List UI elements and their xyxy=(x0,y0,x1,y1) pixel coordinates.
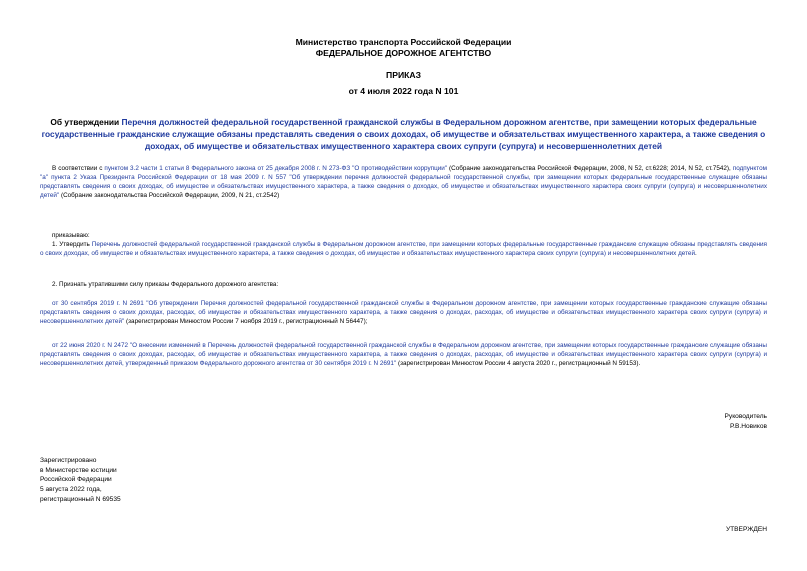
signature-block xyxy=(725,412,767,432)
item-1-end: . xyxy=(695,250,697,257)
decree-557-link[interactable]: подпунктом "а" пункта 2 Указа Президента Российской Федерации от 18 мая 2009 г. N 557 "Об утверждении перечня должностей федеральной государственной службы, при замещении которых федеральные государственные служащие обязаны представлять сведения о своих доходах, об имуществе и обязательствах имущественного характера, а также сведения о доходах, об имуществе и обязательствах имущественного характера своих супруги (супруга) и несовершеннолетних детей" xyxy=(40,165,767,199)
signatory-role: Руководитель xyxy=(724,413,767,420)
preamble-text-1: В соответствии с xyxy=(52,165,105,172)
registration-line: 5 августа 2022 года, xyxy=(40,486,102,494)
preamble-paragraph xyxy=(40,164,767,200)
preamble-text-3: (Собрание законодательства Российской Федерации, 2009, N 21, ст.2542) xyxy=(59,192,280,199)
approved-stamp: УТВЕРЖДЕН xyxy=(725,526,767,533)
signatory-name: Р.В.Новиков xyxy=(730,423,767,430)
agency-heading: ФЕДЕРАЛЬНОЕ ДОРОЖНОЕ АГЕНТСТВО xyxy=(315,48,492,58)
item-2a-text: (зарегистрирован Минюстом России 7 ноября 2019 г., регистрационный N 56447); xyxy=(124,318,368,325)
item-2b-paragraph xyxy=(40,341,767,368)
registration-line: Российской Федерации xyxy=(40,476,112,484)
preamble-text-2: (Собрание законодательства Российской Федерации, 2008, N 52, ст.6228; 2014, N 52, ст.7542), xyxy=(447,165,733,172)
registration-block xyxy=(40,456,121,505)
ministry-heading: Министерство транспорта Российской Федерации xyxy=(295,37,512,47)
registration-line: в Министерстве юстиции xyxy=(40,466,117,474)
registration-line: регистрационный N 69535 xyxy=(40,495,121,503)
order-word: приказываю: xyxy=(52,232,90,239)
registration-line: Зарегистрировано xyxy=(40,457,97,464)
list-of-positions-link[interactable]: Перечень должностей федеральной государственной гражданской службы в Федеральном дорожном агентстве, при замещении которых федеральные государственные гражданские служащие обязаны представлять сведения о своих доходах, об имуществе и обязательствах имущественного характера, а также сведения о доходах, об имуществе и обязательствах имущественного характера своих супруги (супруга) и несовершеннолетних детей xyxy=(40,241,767,257)
item-2-paragraph: 2. Признать утратившими силу приказы Федерального дорожного агентства: xyxy=(52,281,279,288)
item-1-text: 1. Утвердить xyxy=(52,241,92,248)
item-2a-paragraph xyxy=(40,299,767,326)
item-1-paragraph xyxy=(40,240,767,258)
order-2691-link[interactable]: от 30 сентября 2019 г. N 2691 "Об утверждении Перечня должностей федеральной государственной гражданской службы в Федеральном дорожном агентстве, при замещении которых государственные гражданские служащие обязаны представлять сведения о своих доходах, расходах, об имуществе и обязательствах имущественного характера, а также сведения о доходах, расходах, об имуществе и обязательствах имущественного характера своих супруги (супруга) и несовершеннолетних детей" xyxy=(40,300,767,325)
order-2472-link[interactable]: от 22 июня 2020 г. N 2472 "О внесении изменений в Перечень должностей федеральной государственной гражданской службы в Федеральном дорожном агентстве, при замещении которых государственные гражданские служащие обязаны представлять сведения о своих доходах, расходах, об имуществе и обязательствах имущественного характера, а также сведения о доходах, расходах, об имуществе и обязательствах имущественного характера своих супруги (супруга) и несовершеннолетних детей, утвержденный приказом Федерального дорожного агентства от 30 сентября 2019 г. N 2691" xyxy=(40,342,767,367)
law-273-link[interactable]: пунктом 3.2 части 1 статьи 8 Федерального закона от 25 декабря 2008 г. N 273-ФЗ "О противодействии коррупции" xyxy=(104,165,448,172)
item-2b-text: (зарегистрирован Минюстом России 4 августа 2020 г., регистрационный N 59153). xyxy=(396,360,641,367)
document-title xyxy=(40,116,767,152)
title-link[interactable]: Перечня должностей федеральной государственной гражданской службы в Федеральном дорожном агентстве, при замещении которых федеральные государственные гражданские служащие обязаны представлять сведения о своих доходах, об имуществе и обязательствах имущественного характера, а также сведения о доходах, об имуществе и обязательствах имущественного характера своих супруги (супруга) и несовершеннолетних детей xyxy=(41,117,766,151)
title-prefix: Об утверждении xyxy=(50,117,122,127)
document-type: ПРИКАЗ xyxy=(386,70,421,80)
document-date-number: от 4 июля 2022 года N 101 xyxy=(348,86,459,96)
